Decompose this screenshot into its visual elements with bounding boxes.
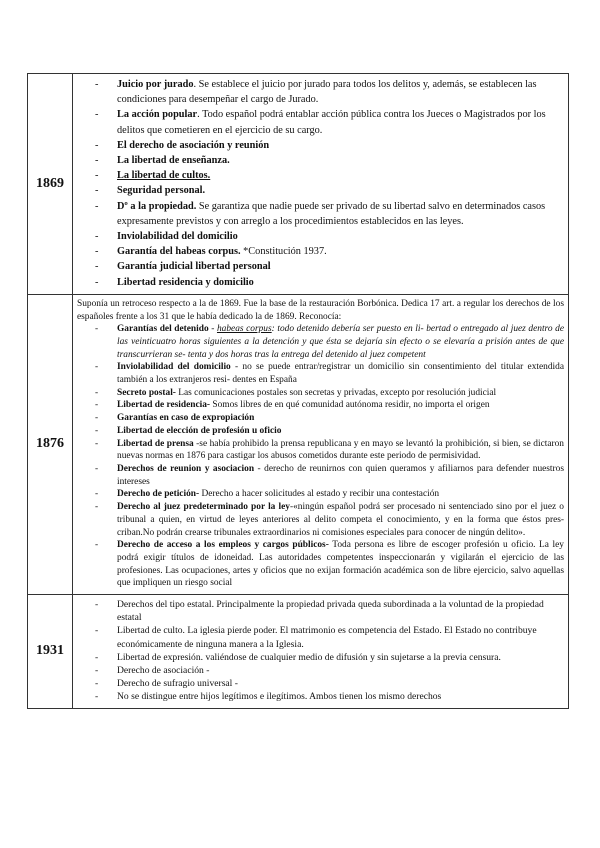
bullet-dash: - — [95, 170, 99, 182]
item-heading: Garantía del habeas corpus. — [117, 246, 241, 258]
list-item — [77, 677, 564, 690]
item-text: Libertad de culto. La iglesia pierde poder. El matrimonio es competencia del Estado. El Estado no contribuye económicamente de ninguna manera a la Iglesia. — [117, 625, 537, 650]
list-item — [77, 399, 564, 412]
list-item — [77, 690, 564, 703]
bullet-dash: - — [95, 463, 99, 474]
list-item — [77, 153, 564, 168]
list-item — [77, 138, 564, 153]
list-item — [77, 259, 564, 274]
list-item — [77, 323, 564, 361]
bullet-dash: - — [95, 540, 99, 551]
item-text: Libertad de expresión. valiéndose de cualquier medio de difusión y sin sujetarse a la previa censura. — [117, 651, 501, 663]
bullet-dash: - — [95, 438, 99, 449]
list-item — [77, 624, 564, 650]
bullet-dash: - — [95, 324, 99, 335]
bullet-dash: - — [95, 276, 99, 288]
item-text: habeas corpus — [216, 324, 272, 335]
item-text: : todo detenido debería ser puesto en li- bertad o entregado al juez dentro de las veinticuatro horas siguientes a la detención y que ésta se dejaría sin efecto o se elevaría a prisión antes de que transcurrieran se- tenta y dos horas tras la entrega del detenido al juez competent — [117, 324, 564, 360]
list-item — [77, 361, 564, 386]
bullet-dash: - — [95, 261, 99, 273]
item-heading: Derecho al juez predeterminado por la ley — [117, 502, 290, 513]
bullet-dash: - — [95, 691, 99, 703]
list-item — [77, 107, 564, 137]
item-text: - — [208, 324, 217, 335]
rights-cell — [73, 74, 569, 295]
bullet-dash: - — [95, 185, 99, 197]
bullet-dash: - — [95, 425, 99, 436]
list-item — [77, 501, 564, 539]
item-heading: Libertad de prensa — [117, 438, 194, 449]
bullet-dash: - — [95, 155, 99, 167]
bullet-dash: - — [95, 387, 99, 398]
item-heading: La acción popular — [117, 109, 198, 121]
table-row-1869 — [28, 74, 569, 295]
list-item — [77, 387, 564, 400]
year-cell: 1876 — [28, 294, 73, 594]
item-heading: Seguridad personal. — [117, 185, 206, 197]
bullet-dash: - — [95, 489, 99, 500]
table-row-1876 — [28, 294, 569, 594]
rights-list — [77, 323, 564, 590]
table-row-1931 — [28, 595, 569, 709]
item-text: Derecho de sufragio universal - — [117, 678, 238, 690]
list-item — [77, 488, 564, 501]
bullet-dash: - — [95, 246, 99, 258]
bullet-dash: - — [95, 651, 99, 663]
item-heading: Derechos de reunion y asociacion — [117, 463, 255, 474]
item-heading: Libertad de residencia- — [117, 400, 211, 411]
constitutions-table — [27, 73, 569, 709]
item-text: - derecho de reunirnos con quien queramos y afiliarnos para defender nuestros intereses — [117, 463, 564, 487]
rights-list — [77, 77, 564, 290]
rights-cell — [73, 294, 569, 594]
list-item — [77, 438, 564, 463]
item-heading: Libertad de elección de profesión u oficio — [117, 425, 282, 436]
bullet-dash: - — [95, 231, 99, 243]
bullet-dash: - — [95, 599, 99, 611]
bullet-dash: - — [95, 139, 99, 151]
item-text: . Se establece el juicio por jurado para todos los delitos y, además, se establecen las condiciones para desempeñar el cargo de Jurado. — [117, 79, 537, 106]
item-text: No se distingue entre hijos legítimos e ilegítimos. Ambos tienen los mismo derechos — [117, 691, 442, 703]
item-text: *Constitución 1937. — [240, 246, 327, 258]
list-item — [77, 77, 564, 107]
table-body — [28, 74, 569, 709]
item-text: Se garantiza que nadie puede ser privado de su libertad salvo en determinados casos expresamente previstos y con arreglo a los procedimientos establecidos en las leyes. — [117, 200, 546, 227]
item-text: Derecho de asociación - — [117, 665, 210, 677]
item-text: Las comunicaciones postales son secretas y privadas, excepto por resolución judicial — [175, 387, 497, 398]
item-heading: Garantía judicial libertad personal — [117, 261, 271, 273]
list-item — [77, 168, 564, 183]
list-item — [77, 598, 564, 624]
list-item — [77, 664, 564, 677]
item-text: - no se puede entrar/registrar un domicilio sin consentimiento del titular extendida también a los extranjeros resi- dentes en España — [117, 362, 564, 386]
item-heading: Juicio por jurado — [117, 79, 194, 90]
item-heading: Derecho de petición- — [117, 489, 200, 500]
item-heading: Derecho de acceso a los empleos y cargos públicos- — [117, 540, 329, 551]
item-text: . Todo español podrá entablar acción pública contra los Jueces o Magistrados por los delitos que cometieren en el ejercicio de su cargo. — [117, 109, 546, 136]
list-item — [77, 183, 564, 198]
list-item — [77, 651, 564, 664]
rights-cell — [73, 595, 569, 709]
list-item — [77, 199, 564, 229]
list-item — [77, 425, 564, 438]
bullet-dash: - — [95, 413, 99, 424]
item-heading: Inviolabilidad del domicilio — [117, 362, 231, 373]
item-text: Derecho a hacer solicitudes al estado y recibir una contestación — [199, 489, 440, 500]
bullet-dash: - — [95, 625, 99, 637]
item-heading: Garantías del detenido — [117, 324, 209, 335]
item-text: Derechos del tipo estatal. Principalmente la propiedad privada queda subordinada a la voluntad de la propiedad estatal — [117, 599, 544, 624]
bullet-dash: - — [95, 665, 99, 677]
list-item — [77, 229, 564, 244]
list-item — [77, 539, 564, 590]
year-cell: 1931 — [28, 595, 73, 709]
item-text: Toda persona es libre de escoger profesión u oficio. La ley podrá exigir títulos de idoneidad. Las autoridades competentes inspeccionarán y vigilarán el ejercicio de las profesiones. Las ocupaciones, artes y oficios que no exijan formación académica son de libre ejercicio, salvo aquellas que impliquen un riesgo social — [117, 540, 564, 589]
item-text: Somos libres de en qué comunidad autónoma residir, no importa el origen — [210, 400, 490, 411]
item-heading: La libertad de enseñanza. — [117, 155, 230, 167]
bullet-dash: - — [95, 200, 99, 212]
rights-list — [77, 598, 564, 704]
item-heading: El derecho de asociación y reunión — [117, 139, 270, 151]
bullet-dash: - — [95, 502, 99, 513]
bullet-dash: - — [95, 109, 99, 121]
list-item — [77, 463, 564, 488]
bullet-dash: - — [95, 400, 99, 411]
item-heading: Dº a la propiedad. — [117, 200, 197, 212]
year-cell: 1869 — [28, 74, 73, 295]
bullet-dash: - — [95, 79, 99, 90]
item-heading: Secreto postal- — [117, 387, 176, 398]
item-heading: Inviolabilidad del domicilio — [117, 231, 238, 243]
bullet-dash: - — [95, 678, 99, 690]
list-item — [77, 412, 564, 425]
item-heading: Libertad residencia y domicilio — [117, 276, 254, 288]
item-text: -se había prohibido la prensa republicana y en mayo se levantó la prohibición, si bien, se dictaron nuevas normas en 1876 para castigar los abusos cometidos durante este periodo de permisividad. — [117, 438, 564, 462]
item-text: -«ningún español podrá ser procesado ni sentenciado sino por el juez o tribunal a quien, en virtud de leyes anteriores al delito competa el conocimiento, y en la forma que éstos pres-criban.No podrán crearse tribunales extraordinarios ni comisiones especiales para conocer de ningún delito». — [117, 502, 564, 538]
item-heading: La libertad de cultos. — [117, 170, 211, 182]
list-item — [77, 275, 564, 290]
bullet-dash: - — [95, 362, 99, 373]
item-heading: Garantías en caso de expropiación — [117, 413, 255, 424]
list-item — [77, 244, 564, 259]
intro-text: Suponía un retroceso respecto a la de 1869. Fue la base de la restauración Borbónica. Dedica 17 art. a regular los derechos de los españoles frente a los 31 que le había dedicado la de 1869. Reconocía: — [77, 298, 564, 322]
